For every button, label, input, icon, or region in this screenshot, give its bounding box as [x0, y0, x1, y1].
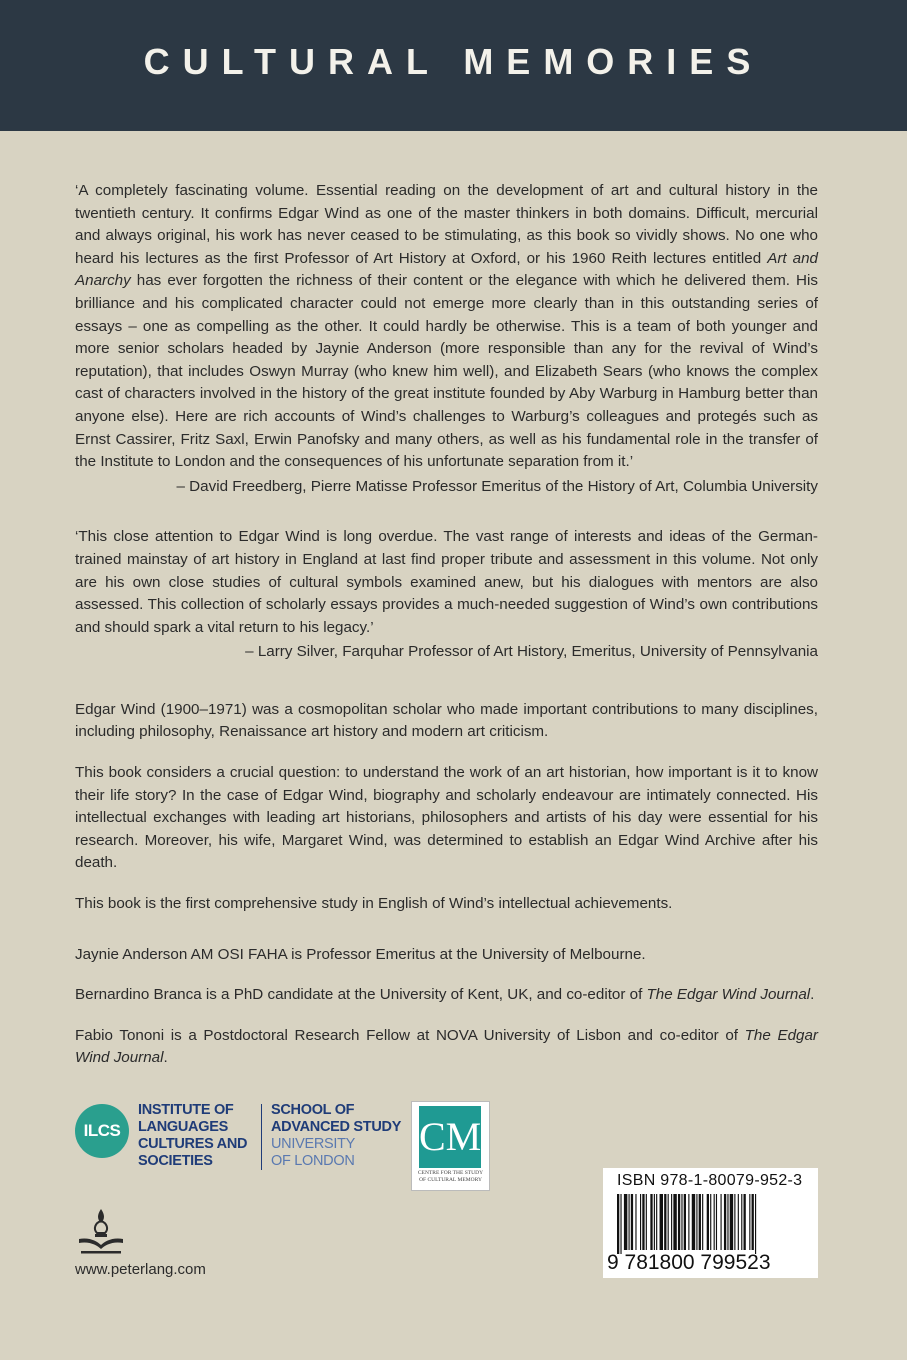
- bio-text: .: [163, 1049, 168, 1067]
- barcode-bar: [624, 1194, 627, 1250]
- ilcs-logo-icon: ILCS: [75, 1104, 129, 1158]
- editor-bio-branca: [75, 984, 818, 1007]
- logo-line: SOCIETIES: [138, 1153, 213, 1169]
- barcode-bar: [635, 1194, 636, 1250]
- barcode-bar: [744, 1194, 746, 1250]
- blurb-attribution-freedberg: – David Freedberg, Pierre Matisse Professor Emeritus of the History of Art, Columbia University: [176, 477, 818, 495]
- barcode-bar: [681, 1194, 682, 1250]
- journal-title: The Edgar Wind Journal: [646, 986, 811, 1004]
- barcode-bar: [699, 1194, 701, 1250]
- ccm-logo: [411, 1101, 490, 1191]
- barcode-bar: [738, 1194, 739, 1250]
- sas-logo-text: [271, 1102, 401, 1170]
- barcode-bar: [646, 1194, 647, 1250]
- editor-bio-anderson: Jaynie Anderson AM OSI FAHA is Professor Emeritus at the University of Melbourne.: [75, 945, 646, 963]
- isbn-label: ISBN 978-1-80079-952-3: [617, 1172, 803, 1189]
- barcode-bar: [678, 1194, 680, 1250]
- barcode-bar: [724, 1194, 726, 1250]
- logo-line: ADVANCED STUDY: [271, 1119, 402, 1135]
- barcode-bar: [673, 1194, 676, 1250]
- barcode-icon: [617, 1194, 809, 1254]
- barcode-bar: [727, 1194, 728, 1250]
- description-paragraph: This book considers a crucial question: to understand the work of an art historian, how important is it to know their life story? In the case of Edgar Wind, biography and scholarly endeavour are intimately connected. His intellectual exchanges with leading art historians, philosophers and artists of his day were essential for his research. Moreover, his wife, Margaret Wind, was determined to establish an Edgar Wind Archive after his death.: [75, 764, 818, 872]
- barcode-bar: [721, 1194, 722, 1250]
- isbn-digits: 9 781800 799523: [607, 1251, 771, 1274]
- blurb-silver: ‘This close attention to Edgar Wind is long overdue. The vast range of interests and ideas of the German-trained mainstay of art history in England at last find proper tribute and assessment in this volume. Not only are his own close studies of cultural symbols examined anew, but his dialogues with mentors are also assessed. This collection of scholarly essays provides a much-needed suggestion of Wind’s own contributions and should spark a vital return to his legacy.’: [75, 528, 818, 636]
- barcode-bar: [650, 1194, 652, 1250]
- bio-text: Bernardino Branca is a PhD candidate at the University of Kent, UK, and co-editor of: [75, 986, 647, 1004]
- barcode-bar: [684, 1194, 686, 1250]
- barcode-bar: [642, 1194, 644, 1250]
- barcode-bar: [631, 1194, 633, 1250]
- barcode-bar: [688, 1194, 689, 1250]
- barcode-bar: [714, 1194, 715, 1250]
- ccm-caption: CENTRE FOR THE STUDY OF CULTURAL MEMORY: [417, 1170, 484, 1183]
- barcode-bar: [671, 1194, 672, 1250]
- description-paragraph: Edgar Wind (1900–1971) was a cosmopolitan scholar who made important contributions to many disciplines, including philosophy, Renaissance art history and modern art criticism.: [75, 700, 818, 741]
- series-header-band: [0, 0, 907, 131]
- barcode-bar: [656, 1194, 657, 1250]
- barcode-bar: [755, 1194, 756, 1254]
- barcode-bar: [716, 1194, 717, 1250]
- barcode-bar: [654, 1194, 655, 1250]
- logo-divider: [261, 1104, 262, 1170]
- barcode-bar: [707, 1194, 709, 1250]
- barcode-bar: [752, 1194, 754, 1250]
- barcode-bar: [629, 1194, 630, 1250]
- barcode-bar: [664, 1194, 666, 1250]
- editor-bio-tononi: [75, 1025, 818, 1070]
- barcode-bar: [734, 1194, 735, 1250]
- blurb-text: has ever forgotten the richness of their content or the elegance with which he delivered them. His brilliance and his complicated character could not emerge more clearly than in this outstanding series of essays – one as compelling as the other. It could hardly be otherwise. This is a team of both younger and more senior scholars headed by Jaynie Anderson (more responsible than any for the revival of Wind’s reputation), that includes Oswyn Murray (who knew him well), and Elizabeth Sears (who knows the complex cast of characters involved in the history of the great institute founded by Aby Warburg in Hamburg better than anyone else). Here are rich accounts of Wind’s challenges to Warburg’s colleagues and protegés such as Ernst Cassirer, Fritz Saxl, Erwin Panofsky and many others, as well as his fundamental role in the transfer of the Institute to London and the consequences of his unfortunate separation from it.’: [75, 272, 818, 471]
- blurb-text: ‘A completely fascinating volume. Essential reading on the development of art and cultural history in the twentieth century. It confirms Edgar Wind as one of the master thinkers in both domains. Difficult, mercurial and always original, his work has never ceased to be stimulating, as this book so vividly shows. No one who heard his lectures as the first Professor of Art History at Oxford, or his 1960 Reith lectures entitled: [75, 182, 818, 267]
- barcode-bar: [617, 1194, 619, 1254]
- logo-line: SCHOOL OF: [271, 1102, 355, 1118]
- logo-line: LANGUAGES: [138, 1119, 228, 1135]
- peter-lang-logo-icon: [75, 1207, 127, 1257]
- barcode-bar: [696, 1194, 697, 1250]
- series-title: CULTURAL MEMORIES: [143, 41, 764, 82]
- blurb-freedberg: [75, 180, 818, 474]
- blurb-attribution-silver: – Larry Silver, Farquhar Professor of Art History, Emeritus, University of Pennsylvania: [245, 643, 818, 661]
- logo-line: CULTURES AND: [138, 1136, 248, 1152]
- barcode-bar: [692, 1194, 695, 1250]
- publisher-website[interactable]: www.peterlang.com: [75, 1261, 206, 1278]
- ilcs-logo-text: [138, 1102, 247, 1170]
- logo-line: INSTITUTE OF: [138, 1102, 234, 1118]
- blurb-italic-title: Art and Anarchy: [75, 249, 818, 290]
- barcode-bar: [710, 1194, 711, 1250]
- description-paragraph: This book is the first comprehensive study in English of Wind’s intellectual achievements.: [75, 895, 673, 913]
- barcode-bar: [660, 1194, 663, 1250]
- bio-text: Fabio Tononi is a Postdoctoral Research Fellow at NOVA University of Lisbon and co-editor of: [75, 1026, 745, 1044]
- isbn-barcode-box: [603, 1168, 818, 1278]
- ccm-logo-icon: CM: [419, 1106, 481, 1168]
- barcode-bar: [702, 1194, 703, 1250]
- barcode-bar: [668, 1194, 669, 1250]
- logo-line: OF LONDON: [271, 1153, 355, 1169]
- journal-title: The Edgar Wind Journal: [75, 1026, 818, 1067]
- barcode-bar: [640, 1194, 641, 1250]
- barcode-bar: [749, 1194, 750, 1250]
- barcode-bar: [620, 1194, 621, 1254]
- barcode-bar: [730, 1194, 733, 1250]
- barcode-bar: [741, 1194, 742, 1250]
- bio-text: .: [810, 986, 815, 1004]
- back-cover-text: [75, 180, 818, 1070]
- logo-line: UNIVERSITY: [271, 1136, 356, 1152]
